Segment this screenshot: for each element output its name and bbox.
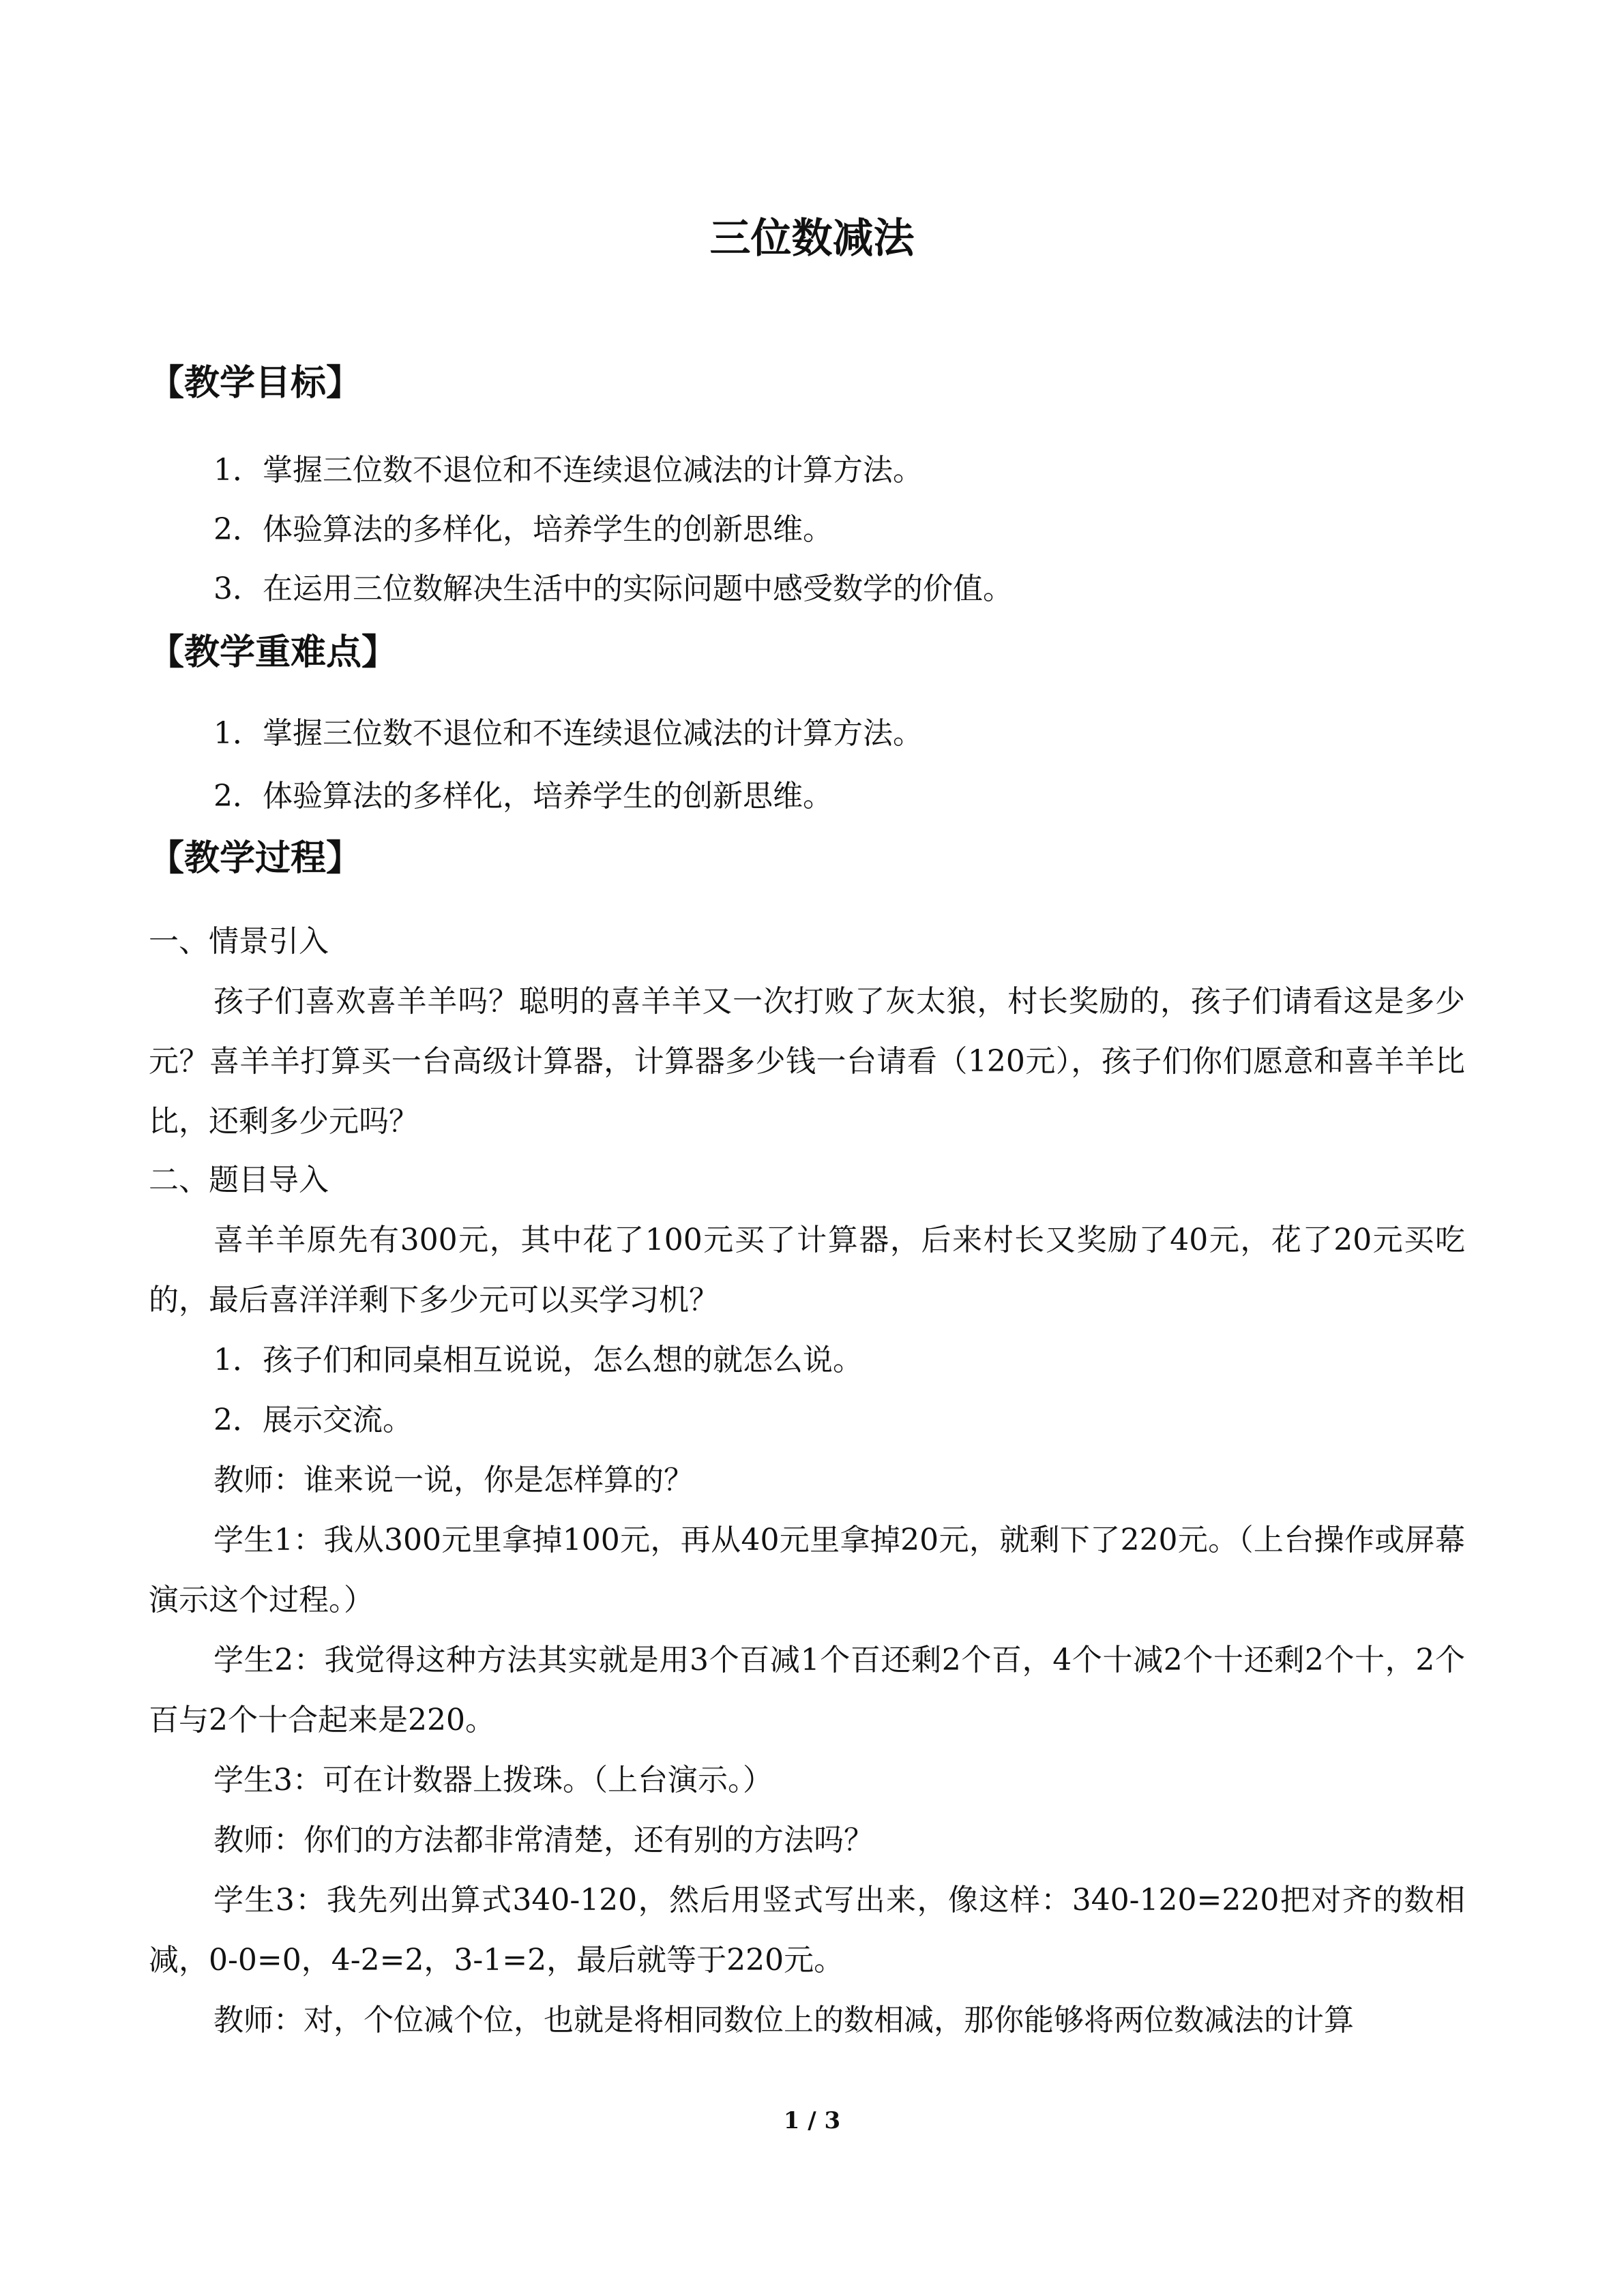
paragraph-scene: 孩子们喜欢喜羊羊吗？聪明的喜羊羊又一次打败了灰太狼，村长奖励的，孩子们请看这是多少元？喜羊羊打算买一台高级计算器，计算器多少钱一台请看（120元），孩子们你们愿意和喜羊羊比比，还剩多少元吗？	[149, 984, 1465, 1139]
key-point-item: 1．掌握三位数不退位和不连续退位减法的计算方法。	[213, 716, 923, 751]
subsection-heading-intro: 二、题目导入	[149, 1163, 329, 1197]
dialogue-line: 教师：你们的方法都非常清楚，还有别的方法吗？	[213, 1823, 874, 1858]
dialogue-line: 教师：对，个位减个位，也就是将相同数位上的数相减，那你能够将两位数减法的计算	[213, 2003, 1354, 2038]
objective-item: 2．体验算法的多样化，培养学生的创新思维。	[213, 512, 833, 547]
page-number: 1 / 3	[783, 2107, 841, 2134]
step-item: 1．孩子们和同桌相互说说，怎么想的就怎么说。	[213, 1343, 863, 1377]
dialogue-line: 学生1：我从300元里拿掉100元，再从40元里拿掉20元，就剩下了220元。（上台操作或屏幕演示这个过程。）	[149, 1523, 1465, 1617]
objective-item: 1．掌握三位数不退位和不连续退位减法的计算方法。	[213, 453, 923, 488]
step-item: 2．展示交流。	[213, 1403, 413, 1437]
subsection-heading-scene: 一、情景引入	[149, 924, 329, 959]
document-title: 三位数减法	[709, 215, 915, 263]
dialogue-line: 学生3：我先列出算式340-120，然后用竖式写出来，像这样：340-120=220把对齐的数相减，0-0=0，4-2=2，3-1=2，最后就等于220元。	[149, 1883, 1465, 1978]
dialogue-line: 学生2：我觉得这种方法其实就是用3个百减1个百还剩2个百，4个十减2个十还剩2个十，2个百与2个十合起来是220。	[149, 1643, 1465, 1738]
objective-item: 3．在运用三位数解决生活中的实际问题中感受数学的价值。	[213, 571, 1013, 606]
section-heading-objectives: 【教学目标】	[149, 362, 362, 404]
key-point-item: 2．体验算法的多样化，培养学生的创新思维。	[213, 779, 833, 814]
section-heading-process: 【教学过程】	[149, 837, 362, 879]
dialogue-line: 学生3：可在计数器上拨珠。（上台演示。）	[213, 1763, 773, 1798]
paragraph-problem: 喜羊羊原先有300元，其中花了100元买了计算器，后来村长又奖励了40元，花了20元买吃的，最后喜洋洋剩下多少元可以买学习机？	[149, 1223, 1465, 1317]
dialogue-line: 教师：谁来说一说，你是怎样算的？	[213, 1463, 694, 1497]
section-heading-key-points: 【教学重难点】	[149, 631, 398, 673]
